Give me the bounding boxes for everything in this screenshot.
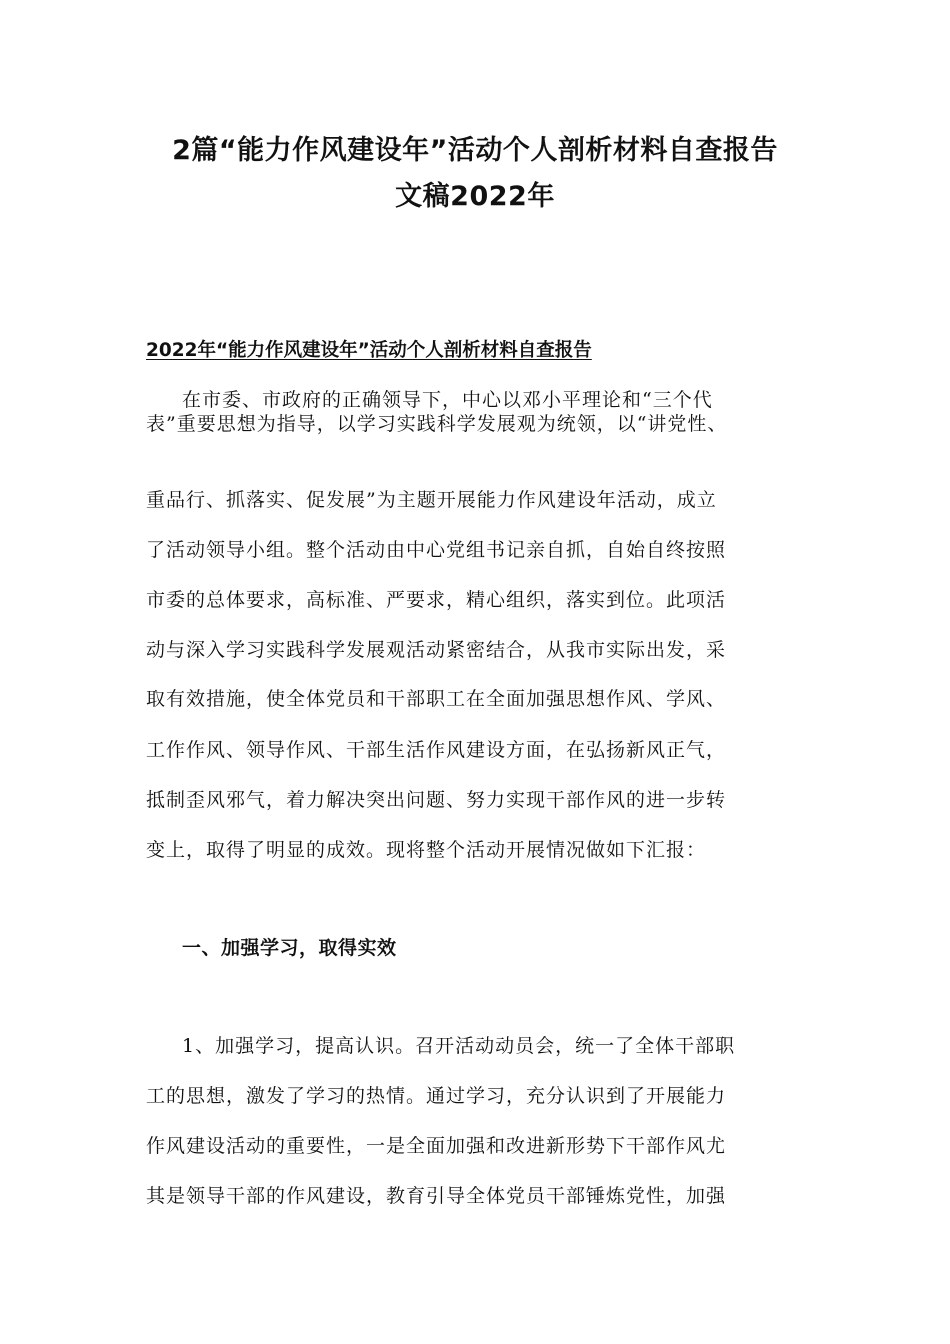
document-title (100, 128, 850, 220)
paragraph-line: 取有效措施，使全体党员和干部职工在全面加强思想作风、学风、 (146, 688, 727, 710)
paragraph-line: 动与深入学习实践科学发展观活动紧密结合，从我市实际出发，采 (146, 639, 727, 661)
document-title-line-2: 文稿2022年 (395, 181, 555, 212)
section-heading: 一、加强学习，取得实效 (182, 937, 397, 959)
paragraph-line: 重品行、抓落实、促发展”为主题开展能力作风建设年活动，成立 (146, 489, 717, 511)
report-subtitle: 2022年“能力作风建设年”活动个人剖析材料自查报告 (146, 340, 592, 361)
paragraph-line: 变上，取得了明显的成效。现将整个活动开展情况做如下汇报： (146, 839, 707, 861)
paragraph-line: 其是领导干部的作风建设，教育引导全体党员干部锤炼党性，加强 (146, 1185, 727, 1207)
paragraph-line: 在市委、市政府的正确领导下，中心以邓小平理论和“三个代 (182, 389, 713, 411)
paragraph-line: 工的思想，激发了学习的热情。通过学习，充分认识到了开展能力 (146, 1085, 727, 1107)
document-title-line-1: 2篇“能力作风建设年”活动个人剖析材料自查报告 (172, 135, 778, 166)
paragraph-line: 作风建设活动的重要性，一是全面加强和改进新形势下干部作风尤 (146, 1135, 727, 1157)
paragraph-line: 工作作风、领导作风、干部生活作风建设方面，在弘扬新风正气， (146, 739, 727, 761)
paragraph-line: 抵制歪风邪气，着力解决突出问题、努力实现干部作风的进一步转 (146, 789, 727, 811)
paragraph-line: 1、加强学习，提高认识。召开活动动员会，统一了全体干部职 (182, 1035, 736, 1057)
paragraph-line: 市委的总体要求，高标准、严要求，精心组织，落实到位。此项活 (146, 589, 727, 611)
paragraph-line: 了活动领导小组。整个活动由中心党组书记亲自抓，自始自终按照 (146, 539, 727, 561)
paragraph-line: 表”重要思想为指导，以学习实践科学发展观为统领，以“讲党性、 (146, 413, 728, 435)
